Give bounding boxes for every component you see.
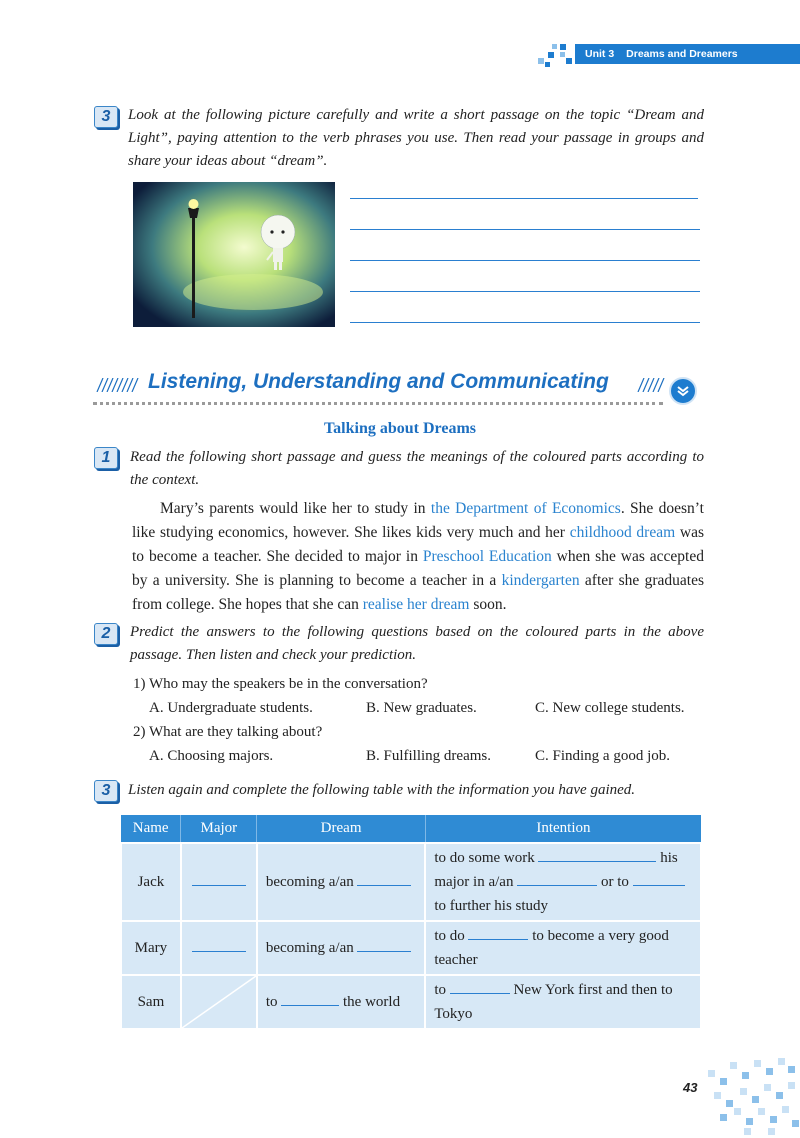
info-table	[120, 815, 702, 1030]
highlight-kindergarten: kindergarten	[501, 572, 580, 589]
column-header: Name	[121, 815, 181, 843]
section-title: Listening, Understanding and Communicating	[148, 370, 609, 393]
option-2b[interactable]: B. Fulfilling dreams.	[366, 748, 491, 764]
dream-cell	[257, 921, 425, 975]
table-header-row	[121, 815, 701, 843]
name-cell: Sam	[121, 975, 181, 1029]
dream-cell	[257, 975, 425, 1029]
passage-segment: soon.	[469, 596, 507, 613]
table-row	[121, 843, 701, 921]
option-2a[interactable]: A. Choosing majors.	[149, 748, 274, 764]
task-number-badge: 2	[94, 623, 118, 645]
task-number-badge: 3	[94, 106, 118, 128]
intention-blank[interactable]	[633, 871, 685, 886]
highlight-department-of-economics: the Department of Economics	[430, 500, 621, 517]
task-number-badge: 1	[94, 447, 118, 469]
highlight-preschool-education: Preschool Education	[422, 548, 552, 565]
chevron-down-circle-icon	[669, 377, 697, 405]
major-blank[interactable]	[181, 843, 257, 921]
subheading: Talking about Dreams	[323, 420, 477, 437]
passage-segment: was to become a teacher. She decided to major in	[132, 524, 704, 565]
major-blank[interactable]	[181, 921, 257, 975]
table-row	[121, 975, 701, 1029]
page-number: 43	[683, 1080, 698, 1095]
writing-instruction: Look at the following picture carefully and write a short passage on the topic “Dream and Light”, paying attention to the verb phrases you use. Then read your passage in groups and share your ideas about “dream”.	[128, 107, 704, 169]
dream-cell	[257, 843, 425, 921]
mary-passage	[132, 497, 704, 617]
column-header: Dream	[257, 815, 425, 843]
diagonal-slash	[182, 976, 256, 1028]
dream-blank[interactable]	[357, 937, 411, 952]
intention-cell: to do some work his major in a/an or to to further his study	[425, 843, 701, 921]
task1-instruction: Read the following short passage and guess the meanings of the coloured parts according to the context.	[130, 449, 704, 488]
passage-segment: when she was accepted by a university. She is planning to become a teacher in a	[132, 548, 704, 589]
section-hatch-left	[93, 378, 141, 392]
option-1b[interactable]: B. New graduates.	[366, 700, 477, 716]
dream-blank[interactable]	[281, 991, 339, 1006]
unit-header	[575, 44, 800, 64]
task3-instruction: Listen again and complete the following table with the information you have gained.	[128, 782, 636, 798]
unit-label: Unit 3	[585, 48, 615, 60]
unit-title: Dreams and Dreamers	[626, 48, 738, 60]
intention-blank[interactable]	[538, 847, 656, 862]
highlight-realise-her-dream: realise her dream	[362, 596, 470, 613]
option-1c[interactable]: C. New college students.	[535, 700, 685, 716]
section-hatch-right	[636, 378, 668, 392]
section-divider	[93, 402, 663, 405]
passage-segment: Mary’s parents would like her to study in	[160, 500, 431, 517]
dream-prefix: becoming a/an	[265, 874, 354, 890]
question-1: 1) Who may the speakers be in the conversation?	[133, 676, 428, 692]
question-2: 2) What are they talking about?	[133, 724, 323, 740]
table-row	[121, 921, 701, 975]
task-number-badge: 3	[94, 780, 118, 802]
name-cell: Jack	[121, 843, 181, 921]
dream-prefix: becoming a/an	[265, 940, 354, 956]
intention-blank[interactable]	[517, 871, 597, 886]
name-cell: Mary	[121, 921, 181, 975]
option-2c[interactable]: C. Finding a good job.	[535, 748, 671, 764]
dream-prefix: to	[265, 994, 278, 1010]
dream-and-light-picture	[133, 182, 335, 327]
intention-blank[interactable]	[468, 925, 528, 940]
major-crossed-cell	[181, 975, 257, 1029]
task2-instruction: Predict the answers to the following questions based on the coloured parts in the above passage. Then listen and check your prediction.	[130, 624, 704, 663]
intention-cell: to New York first and then to Tokyo	[425, 975, 701, 1029]
dream-blank[interactable]	[357, 871, 411, 886]
passage-segment: after she graduates from college. She hopes that she can	[132, 572, 704, 613]
dream-suffix: the world	[343, 994, 401, 1010]
column-header: Intention	[425, 815, 701, 843]
intention-blank[interactable]	[450, 979, 510, 994]
option-1a[interactable]: A. Undergraduate students.	[149, 700, 313, 716]
column-header: Major	[181, 815, 257, 843]
highlight-childhood-dream: childhood dream	[569, 524, 676, 541]
intention-cell: to do to become a very good teacher	[425, 921, 701, 975]
passage-segment: . She doesn’t like studying economics, however. She likes kids very much and her	[132, 500, 704, 541]
